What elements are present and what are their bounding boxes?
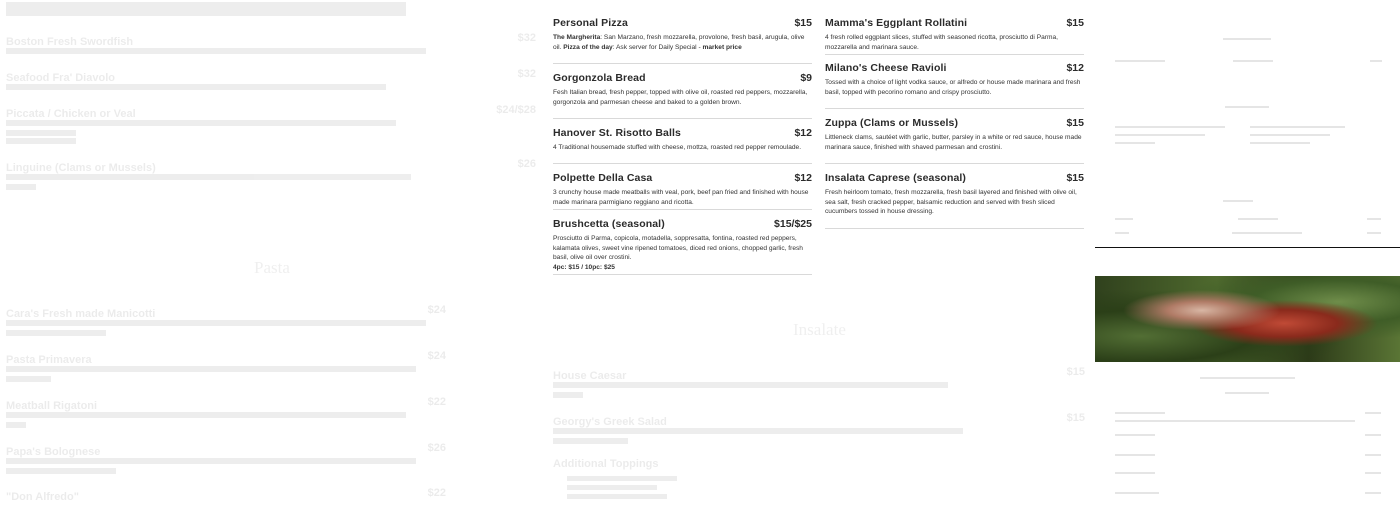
desc-text: Prosciutto di Parma, copicola, motadella, soppresatta, fontina, roasted red peppers, kalamata olives, sweet vine ripened tomatoes, diced red onions, chopped garlic, fresh basil, olive oil over crostini.: [553, 235, 803, 261]
menu-item-price: $24: [427, 350, 446, 362]
thumb-line: [1115, 434, 1155, 436]
thumb-line: [1115, 232, 1129, 234]
ghost-desc-line: [6, 130, 76, 136]
menu-item-price: $15: [794, 17, 812, 29]
thumb-line: [1223, 38, 1271, 40]
menu-item: [6, 350, 446, 368]
ghost-desc-line: [553, 392, 583, 398]
middle-lower-section: [553, 318, 1085, 500]
menu-item-price: $26: [517, 158, 536, 170]
thumb-line: [1115, 142, 1155, 144]
ghost-desc-line: [553, 382, 948, 388]
thumb-line: [1365, 472, 1381, 474]
thumb-line: [1225, 392, 1269, 394]
ghost-desc-line: [6, 422, 26, 428]
menu-item-price: $12: [794, 127, 812, 139]
thumb-line: [1250, 134, 1330, 136]
menu-item-name: Gorgonzola Bread: [553, 72, 646, 84]
thumb-line: [1250, 142, 1310, 144]
menu-item-price: $15: [1066, 366, 1085, 378]
thumb-line: [1250, 126, 1345, 128]
desc-bold: Pizza of the day: [563, 43, 613, 51]
thumb-line: [1370, 60, 1382, 62]
menu-item-name: Personal Pizza: [553, 17, 628, 29]
menu-item-polpette: [553, 172, 812, 210]
menu-item-zuppa: [825, 117, 1084, 164]
thumb-line: [1365, 434, 1381, 436]
thumb-line: [1115, 420, 1355, 422]
ghost-desc-line: [6, 468, 116, 474]
thumb-line: [1115, 454, 1155, 456]
menu-item-name: Pasta Primavera: [6, 354, 92, 366]
thumb-line: [1233, 60, 1273, 62]
thumb-line: [1238, 218, 1278, 220]
menu-item-description: Littleneck clams, sautéet with garlic, butter, parsley in a white or red sauce, house made marinara sauce, finished with shaved parmesan and crostini.: [825, 134, 1082, 151]
page-thumbnail-top: [1095, 0, 1400, 247]
menu-item-name: Cara's Fresh made Manicotti: [6, 308, 156, 320]
menu-item-price: $32: [517, 32, 536, 44]
menu-item-personal-pizza: [553, 17, 812, 64]
menu-item-name: Linguine (Clams or Mussels): [6, 162, 156, 174]
desc-bold: The Margherita: [553, 34, 601, 41]
menu-item-name: Polpette Della Casa: [553, 172, 653, 184]
menu-item-brushcetta: [553, 218, 812, 275]
ghost-desc-line: [6, 138, 76, 144]
menu-item-description: Fresh heirloom tomato, fresh mozzarella, fresh basil layered and finished with olive oil, sea salt, fresh cracked pepper, balsamic reduction and served with fresh sliced cucumbers tossed in house dressing.: [825, 189, 1077, 215]
menu-item-price: $15: [1066, 412, 1085, 424]
ghost-desc-line: [6, 120, 396, 126]
menu-item-name: Hanover St. Risotto Balls: [553, 127, 681, 139]
ghost-desc-line: [6, 376, 51, 382]
menu-item-price: $15/$25: [774, 218, 812, 230]
thumb-line: [1115, 60, 1165, 62]
menu-item: [6, 442, 446, 460]
section-heading-insalate: Insalate: [793, 320, 846, 339]
thumb-line: [1200, 377, 1295, 379]
ghost-desc-line: [6, 184, 36, 190]
ghost-desc-line: [6, 84, 386, 90]
menu-item-price: $24/$28: [496, 104, 536, 116]
menu-item-price: $9: [800, 72, 812, 84]
menu-item: [553, 412, 1085, 430]
thumb-line: [1115, 134, 1205, 136]
menu-item: [6, 68, 536, 86]
ghost-desc-line: [553, 438, 628, 444]
menu-item: [6, 487, 446, 505]
ghost-desc-line: [553, 428, 963, 434]
menu-item-eggplant-rollatini: [825, 17, 1084, 55]
panel-divider: [1095, 247, 1400, 248]
menu-item-name: Mamma's Eggplant Rollatini: [825, 17, 968, 29]
menu-item-price: $22: [427, 487, 446, 499]
menu-item-name: Papa's Bolognese: [6, 446, 101, 458]
menu-item: [6, 104, 536, 122]
thumb-line: [1115, 218, 1133, 220]
desc-bold: market price: [702, 43, 742, 51]
ghost-desc-line: [6, 48, 426, 54]
thumb-line: [1365, 492, 1381, 494]
menu-item-description: [553, 234, 812, 272]
menu-item-price: $32: [517, 68, 536, 80]
desc-text: : Ask server for Daily Special -: [612, 43, 703, 51]
ghost-desc-line: [6, 458, 416, 464]
ghost-desc-line: [6, 366, 416, 372]
menu-item-name: Boston Fresh Swordfish: [6, 36, 134, 48]
thumb-line: [1115, 472, 1155, 474]
toppings-heading: Additional Toppings: [553, 458, 659, 470]
thumb-line: [1365, 412, 1381, 414]
ghost-desc-line: [6, 320, 426, 326]
menu-item-name: Zuppa (Clams or Mussels): [825, 117, 959, 129]
desc-bold: 4pc: $15 / 10pc: $25: [553, 263, 615, 271]
desc-text: : San Marzano, fresh mozzarella, provolone, fresh basil, arugula, olive oil.: [553, 34, 805, 51]
ghost-desc-line: [6, 174, 411, 180]
menu-item-price: $26: [427, 442, 446, 454]
menu-item-price: $12: [1066, 62, 1084, 74]
thumb-line: [1367, 232, 1381, 234]
thumb-line: [1223, 200, 1253, 202]
menu-item-name: Brushcetta (seasonal): [553, 218, 665, 230]
menu-item-name: "Don Alfredo": [6, 491, 79, 503]
page-thumbnail-bottom: [1095, 370, 1400, 500]
thumb-line: [1365, 454, 1381, 456]
menu-item-gorgonzola-bread: [553, 72, 812, 119]
menu-item-name: Meatball Rigatoni: [6, 400, 98, 412]
menu-item-name: Milano's Cheese Ravioli: [825, 62, 947, 74]
menu-item-name: Seafood Fra' Diavolo: [6, 72, 115, 84]
menu-item-cheese-ravioli: [825, 62, 1084, 109]
menu-item-description: Tossed with a choice of light vodka sauce, or alfredo or house made marinara and fresh basil, topped with pecorino romano and crispy prosciutto.: [825, 79, 1081, 96]
menu-item-description: 4 fresh rolled eggplant slices, stuffed with seasoned ricotta, prosciutto di Parma, mozzarella and marinara sauce.: [825, 34, 1058, 51]
menu-item-price: $12: [794, 172, 812, 184]
menu-item-insalata-caprese: [825, 172, 1084, 229]
food-photo: [1095, 276, 1400, 362]
thumb-line: [1115, 492, 1159, 494]
menu-item: [6, 158, 536, 176]
menu-item-name: House Caesar: [553, 370, 627, 382]
thumb-line: [1367, 218, 1381, 220]
menu-item-name: Georgy's Greek Salad: [553, 416, 667, 428]
menu-item-name: Insalata Caprese (seasonal): [825, 172, 967, 184]
thumb-line: [1225, 106, 1269, 108]
thumb-line: [1115, 412, 1165, 414]
menu-item-price: $24: [427, 304, 446, 316]
ghost-desc-line: [6, 330, 106, 336]
menu-item: [553, 366, 1085, 384]
ghost-desc-line: [567, 476, 677, 481]
thumb-line: [1232, 232, 1302, 234]
ghost-desc-line: [567, 485, 657, 490]
menu-item-price: $15: [1066, 17, 1084, 29]
ghost-desc-line: [6, 412, 406, 418]
menu-item: [6, 396, 446, 414]
ghost-desc-line: [567, 494, 667, 499]
left-menu-column: [6, 0, 536, 503]
menu-item-description: 3 crunchy house made meatballs with veal, pork, beef pan fried and finished with house made marinara parmigiano reggiano and ricotta.: [553, 189, 809, 206]
section-heading-pasta: Pasta: [254, 258, 290, 277]
ghost-desc-line: [6, 2, 406, 16]
menu-item-name: Piccata / Chicken or Veal: [6, 108, 136, 120]
menu-item-price: $15: [1066, 117, 1084, 129]
menu-item-price: $15: [1066, 172, 1084, 184]
menu-item: [6, 304, 446, 322]
menu-item-price: $22: [427, 396, 446, 408]
thumb-line: [1115, 126, 1225, 128]
menu-item-description: 4 Traditional housemade stuffed with cheese, mottza, roasted red pepper remoulade.: [553, 144, 802, 151]
menu-item-description: [553, 33, 812, 52]
menu-item: [6, 32, 536, 50]
menu-item-risotto-balls: [553, 127, 812, 164]
menu-item-description: Fesh Italian bread, fresh pepper, topped with olive oil, roasted red peppers, mozzarella, gorgonzola and parmesan cheese and baked to a golden brown.: [553, 89, 808, 106]
